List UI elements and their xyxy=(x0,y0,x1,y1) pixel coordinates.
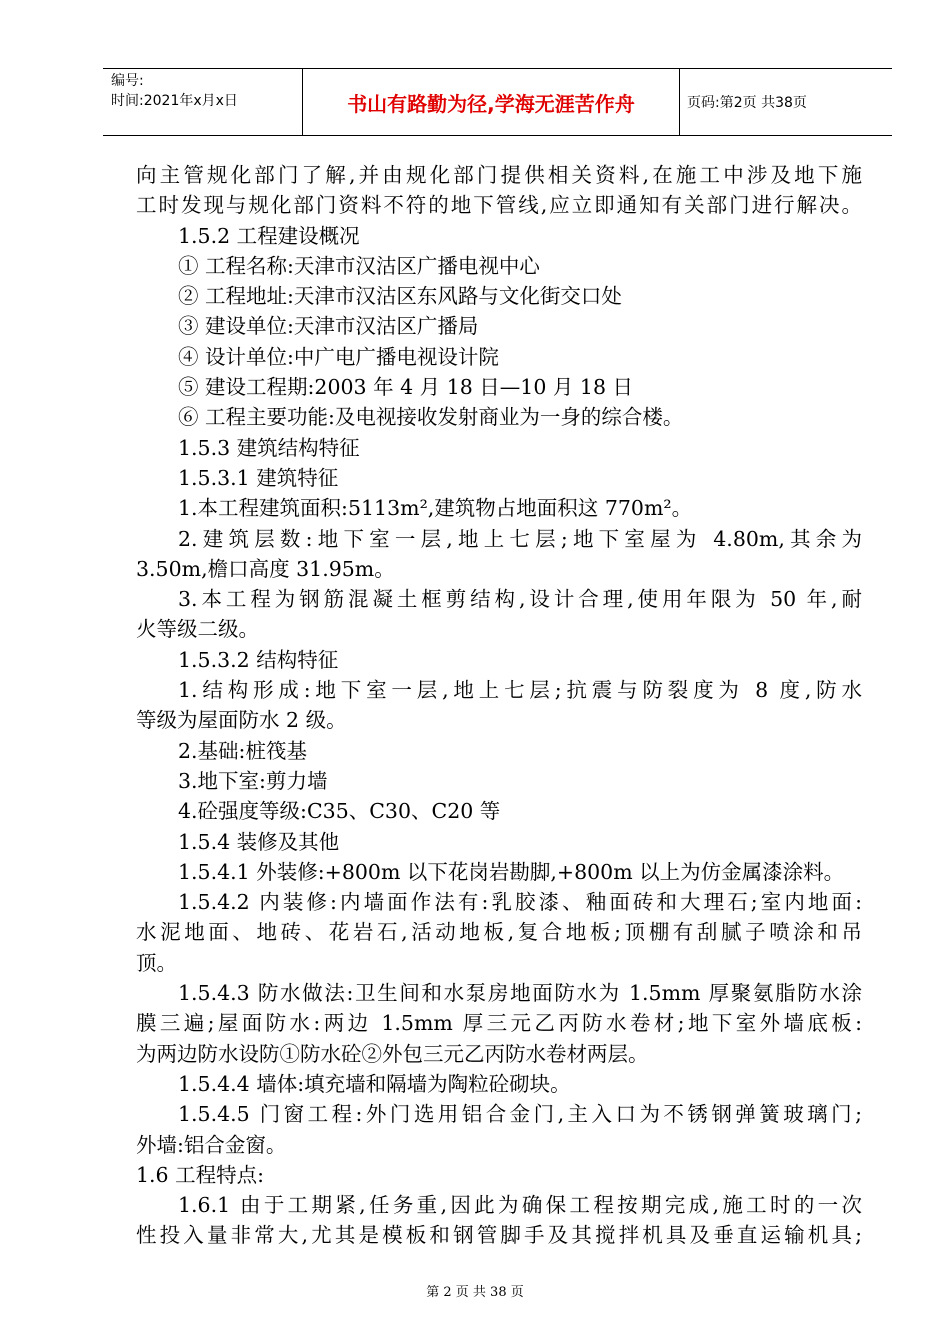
text-line: 2.基础:桩筏基 xyxy=(178,738,307,763)
text-line: 3.50m,檐口高度 31.95m。 xyxy=(136,556,395,581)
text-line: 性投入量非常大,尤其是模板和钢管脚手及其搅拌机具及垂直运输机具; xyxy=(136,1223,862,1248)
text-line: 1.5.4.3 防水做法:卫生间和水泵房地面防水为 1.5mm 厚聚氨脂防水涂 xyxy=(178,981,862,1006)
section-heading: 1.5.3 建筑结构特征 xyxy=(178,435,360,460)
text-line: 膜三遍;屋面防水:两边 1.5mm 厚三元乙丙防水卷材;地下室外墙底板: xyxy=(136,1011,862,1036)
header-left-cell xyxy=(103,69,303,135)
text-line: 1.5.4.1 外装修:+800m 以下花岗岩勘脚,+800m 以上为仿金属漆涂料。 xyxy=(178,859,845,884)
text-line: 3.地下室:剪力墙 xyxy=(178,768,328,793)
section-heading: 1.5.4 装修及其他 xyxy=(178,829,340,854)
text-line: 工时发现与规化部门资料不符的地下管线,应立即通知有关部门进行解决。 xyxy=(136,193,862,218)
section-heading: 1.5.2 工程建设概况 xyxy=(178,223,360,248)
list-item: ① 工程名称:天津市汉沽区广播电视中心 xyxy=(178,253,540,278)
list-item: ⑤ 建设工程期:2003 年 4 月 18 日—10 月 18 日 xyxy=(178,375,634,400)
list-item: ③ 建设单位:天津市汉沽区广播局 xyxy=(178,314,479,339)
page-code: 页码:第2页 共38页 xyxy=(687,95,807,111)
page-header xyxy=(103,68,892,136)
list-item: ④ 设计单位:中广电广播电视设计院 xyxy=(178,344,499,369)
text-line: 4.砼强度等级:C35、C30、C20 等 xyxy=(178,799,501,824)
page-footer: 第 2 页 共 38 页 xyxy=(426,1285,524,1300)
text-line: 2.建筑层数:地下室一层,地上七层;地下室屋为 4.80m,其余为 xyxy=(178,526,862,551)
text-line: 外墙:铝合金窗。 xyxy=(136,1132,287,1157)
text-line: 1.5.4.2 内装修:内墙面作法有:乳胶漆、釉面砖和大理石;室内地面: xyxy=(178,890,862,915)
text-line: 1.本工程建筑面积:5113m²,建筑物占地面积这 770m²。 xyxy=(178,496,693,521)
text-line: 3.本工程为钢筋混凝土框剪结构,设计合理,使用年限为 50 年,耐 xyxy=(178,587,862,612)
text-line: 1.5.4.5 门窗工程:外门选用铝合金门,主入口为不锈钢弹簧玻璃门; xyxy=(178,1102,862,1127)
time-label: 时间:2021年x月x日 xyxy=(111,93,238,109)
section-heading: 1.5.3.2 结构特征 xyxy=(178,647,339,672)
motto: 书山有路勤为径,学海无涯苦作舟 xyxy=(303,69,680,135)
list-item: ② 工程地址:天津市汉沽区东风路与文化街交口处 xyxy=(178,284,622,309)
text-line: 为两边防水设防①防水砼②外包三元乙丙防水卷材两层。 xyxy=(136,1041,649,1066)
text-line: 1.5.4.4 墙体:填充墙和隔墙为陶粒砼砌块。 xyxy=(178,1071,571,1096)
number-label: 编号: xyxy=(111,73,144,89)
text-line: 1.6.1 由于工期紧,任务重,因此为确保工程按期完成,施工时的一次 xyxy=(178,1193,862,1218)
document-body xyxy=(136,160,862,1251)
text-line: 火等级二级。 xyxy=(136,617,259,642)
text-line: 1.结构形成:地下室一层,地上七层;抗震与防裂度为 8 度,防水 xyxy=(178,678,862,703)
section-heading: 1.5.3.1 建筑特征 xyxy=(178,465,339,490)
text-line: 水泥地面、地砖、花岩石,活动地板,复合地板;顶棚有刮腻子喷涂和吊 xyxy=(136,920,862,945)
text-line: 顶。 xyxy=(136,950,177,975)
list-item: ⑥ 工程主要功能:及电视接收发射商业为一身的综合楼。 xyxy=(178,405,684,430)
text-line: 向主管规化部门了解,并由规化部门提供相关资料,在施工中涉及地下施 xyxy=(136,163,862,187)
section-heading: 1.6 工程特点: xyxy=(136,1162,265,1187)
text-line: 等级为屋面防水 2 级。 xyxy=(136,708,347,733)
